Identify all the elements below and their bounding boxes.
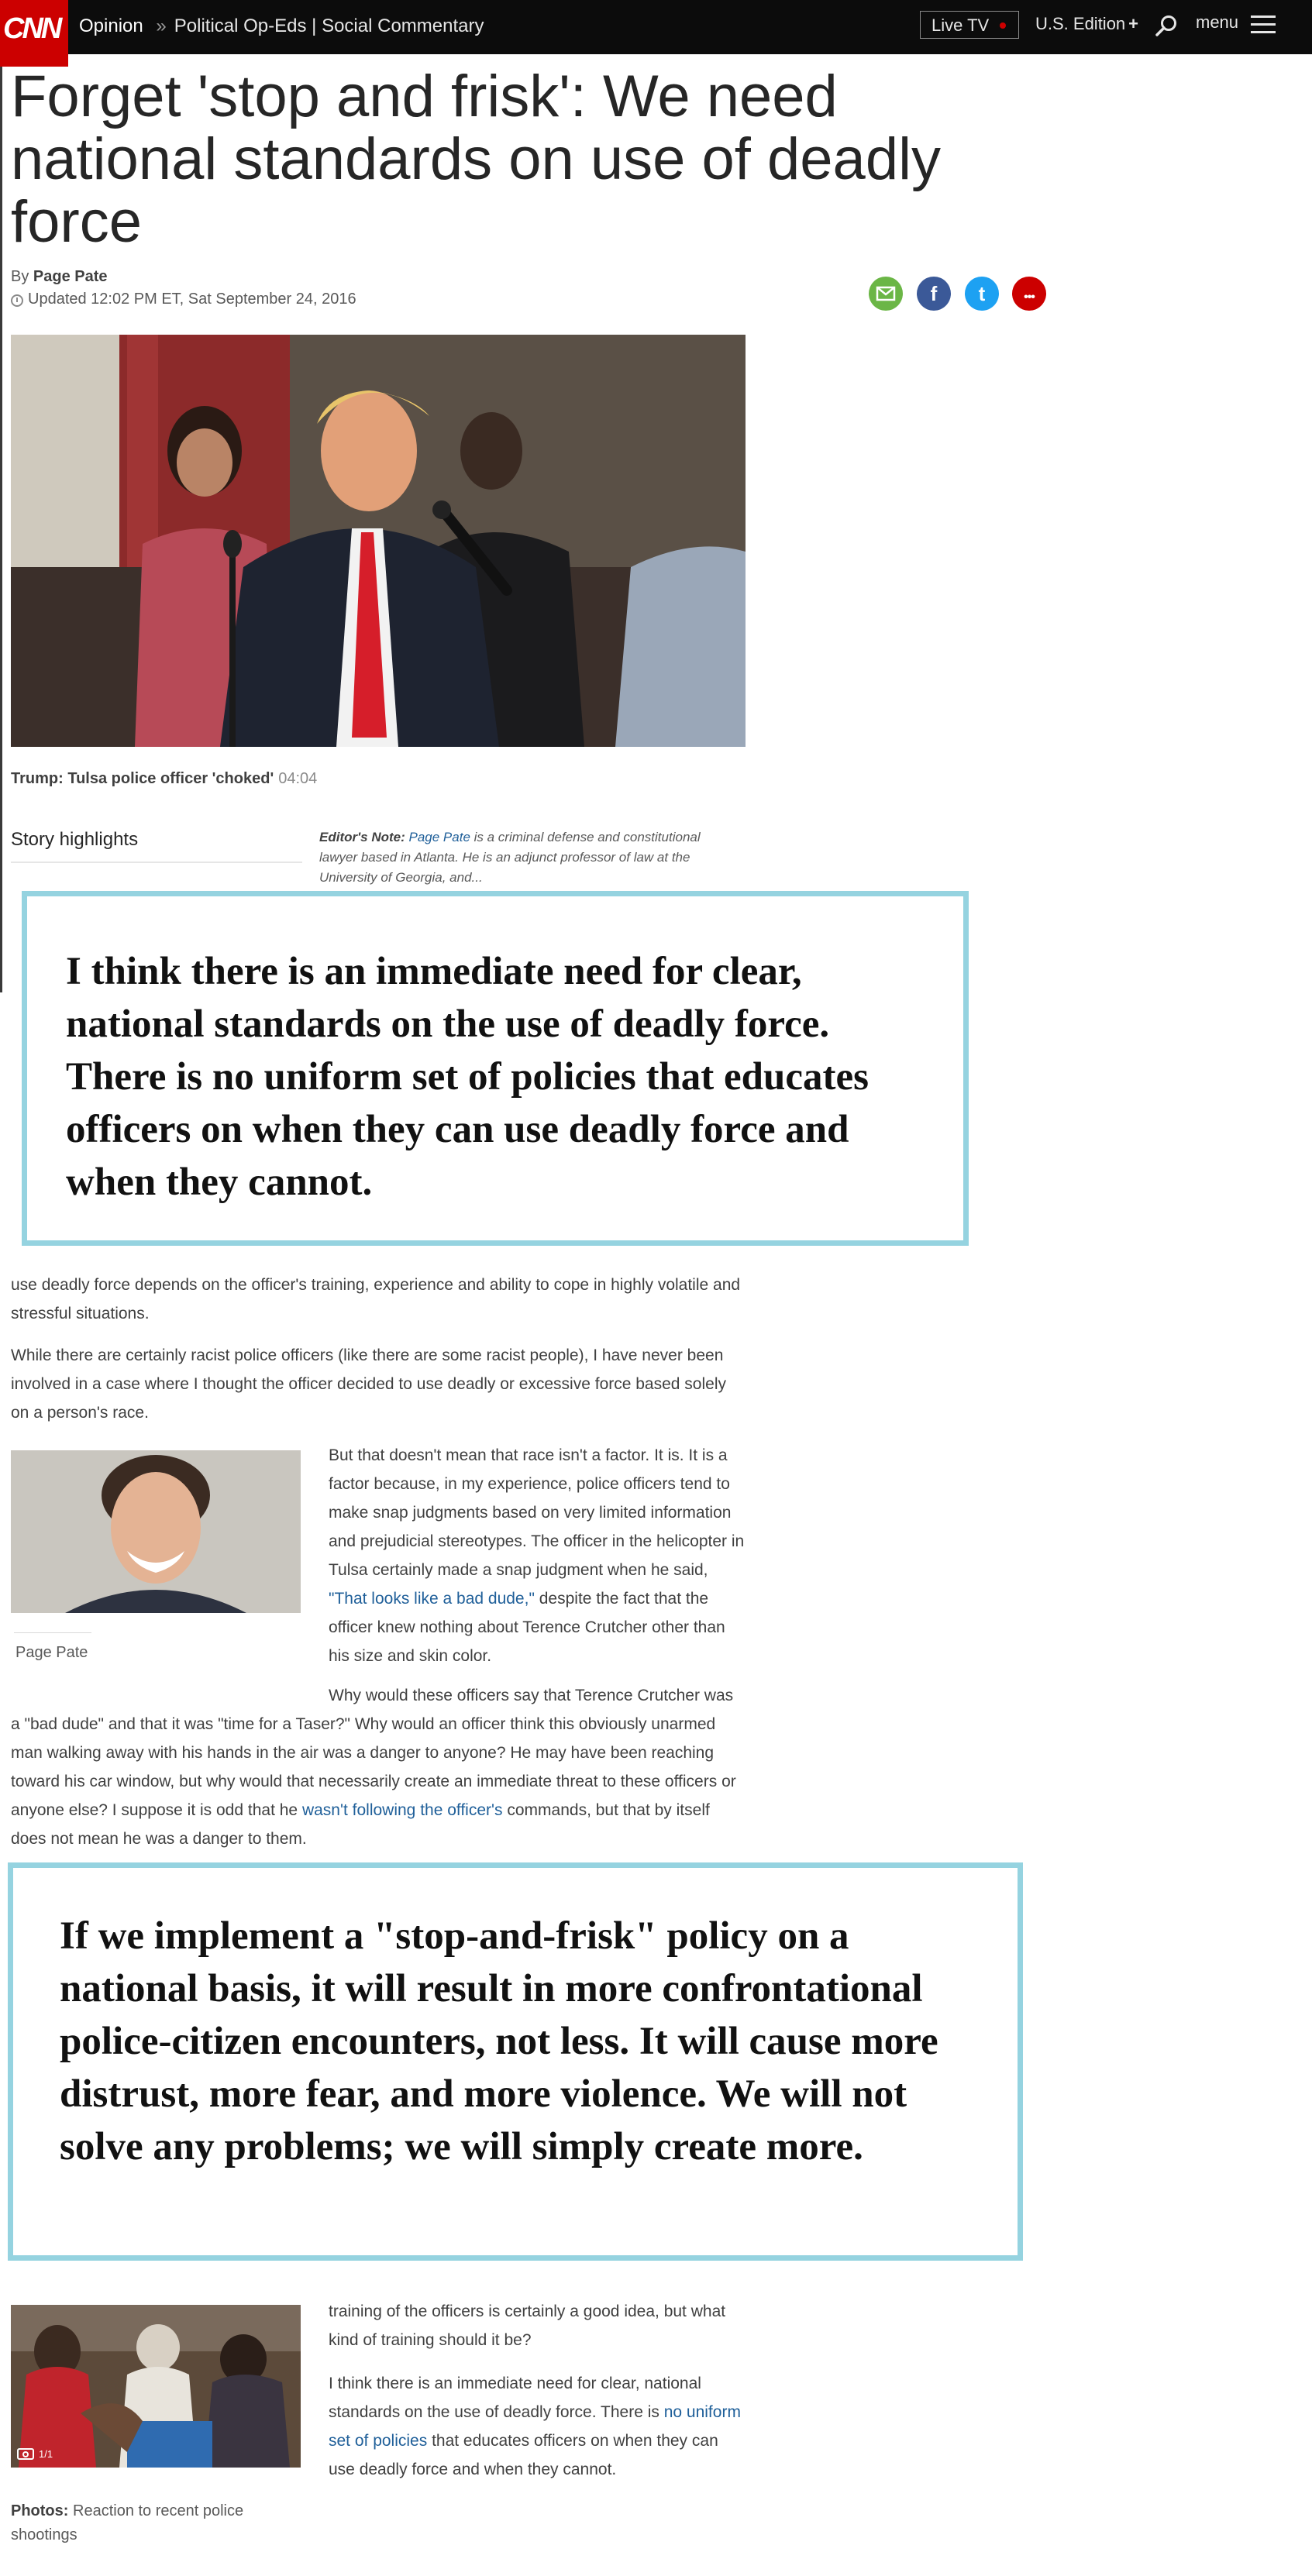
- live-tv-button[interactable]: [920, 11, 1019, 39]
- editors-note-text: is a criminal defense and constitutional lawyer based in Atlanta. He is an adjunct professor of law at the University of Georgia, and...: [319, 830, 701, 885]
- gallery-caption-text: Reaction to recent police shootings: [11, 2502, 244, 2543]
- body-text: that educates officers on when they can use deadly force and when they cannot.: [329, 2432, 718, 2478]
- video-thumbnail-image: [11, 335, 746, 747]
- cnn-logo-text: CNN: [3, 12, 60, 45]
- updated-timestamp: [11, 291, 356, 308]
- pull-quote-callout-2: [8, 1862, 1023, 2261]
- share-more-button[interactable]: [1012, 277, 1046, 311]
- live-indicator-icon: [1000, 22, 1006, 29]
- body-paragraph: [329, 2369, 746, 2516]
- highlights-divider: [11, 862, 302, 863]
- updated-text: Updated 12:02 PM ET, Sat September 24, 2016: [28, 291, 356, 308]
- byline: [11, 268, 108, 286]
- hamburger-menu-icon[interactable]: [1251, 15, 1276, 34]
- section-link-opinion[interactable]: Opinion: [79, 15, 143, 36]
- breadcrumb: [79, 15, 484, 37]
- breadcrumb-political-op-eds[interactable]: Political Op-Eds: [174, 15, 307, 36]
- body-text: commands, but that by itself does not mean he was a danger to them.: [11, 1801, 710, 1848]
- share-email-button[interactable]: [869, 277, 903, 311]
- edition-selector[interactable]: [1035, 14, 1138, 34]
- share-facebook-button[interactable]: [917, 277, 951, 311]
- body-paragraph: While there are certainly racist police officers (like there are some racist people), I have never been involved in a case where I thought the officer decided to use deadly or excessive force based solely on a person's race.: [11, 1346, 726, 1422]
- uniform-policies-link[interactable]: no uniform set of policies: [329, 2403, 741, 2450]
- body-paragraph: training of the officers is certainly a good idea, but what kind of training should it be?: [329, 2303, 726, 2349]
- search-icon[interactable]: [1155, 14, 1178, 37]
- article-title: Forget 'stop and frisk': We need national standards on use of deadly force: [11, 64, 941, 255]
- breadcrumb-divider: |: [312, 15, 317, 36]
- editors-note-label: Editor's Note:: [319, 830, 405, 844]
- edition-label: U.S. Edition: [1035, 14, 1126, 33]
- edition-plus-icon: +: [1128, 14, 1139, 33]
- pull-quote-callout-1: [22, 891, 969, 1246]
- officer-commands-link[interactable]: wasn't following the officer's: [301, 1801, 503, 1819]
- breadcrumb-separator: »: [156, 15, 167, 36]
- byline-prefix: By: [11, 268, 29, 285]
- caption-divider: [14, 1632, 91, 1633]
- video-duration: 04:04: [278, 770, 318, 787]
- body-text: But that doesn't mean that race isn't a factor. It is. It is a factor because, in my experience, police officers tend to make snap judgments based on very limited information and prejudicial stereotypes. The officer in the helicopter in Tulsa certainly made a snap judgment when he said,: [329, 1446, 745, 1579]
- author-photo[interactable]: [11, 1450, 301, 1613]
- editors-note: [319, 827, 730, 885]
- body-paragraph: use deadly force depends on the officer's training, experience and ability to cope in highly volatile and stressful situations.: [11, 1276, 741, 1322]
- photo-gallery-thumbnail[interactable]: [11, 2305, 301, 2468]
- author-link[interactable]: Page Pate: [33, 268, 108, 285]
- gallery-caption-label: Photos:: [11, 2502, 69, 2519]
- pull-quote-text-1: I think there is an immediate need for clear, national standards on the use of deadly force. There is no uniform set of policies that educates officers on when they can use deadly force and when they cannot.: [66, 950, 869, 1204]
- gallery-camera-icon: [17, 2448, 34, 2460]
- story-highlights-heading: Story highlights: [11, 829, 139, 850]
- body-text: I think there is an immediate need for clear, national standards on the use of deadly force. There is: [329, 2375, 701, 2421]
- pull-quote-text-2: If we implement a "stop-and-frisk" policy on a national basis, it will result in more confrontational police-citizen encounters, not less. It will cause more distrust, more fear, and more violence. We will not solve any problems; we will simply create more.: [60, 1914, 938, 2168]
- author-photo-caption: Page Pate: [15, 1644, 88, 1661]
- more-dots-icon: •••: [1024, 291, 1035, 304]
- gallery-caption: [11, 2499, 301, 2547]
- body-paragraph: [329, 1441, 746, 1670]
- left-border-rule: [0, 67, 2, 992]
- protest-photo-image: [11, 2305, 301, 2468]
- bad-dude-quote-link[interactable]: "That looks like a bad dude,": [329, 1590, 535, 1608]
- video-caption[interactable]: [11, 770, 317, 788]
- clock-icon: [11, 294, 23, 307]
- envelope-icon: [869, 277, 903, 311]
- body-text: Why would these officers say that Terence Crutcher was a "bad dude" and that it was "time for a Taser?" Why would an officer think this obviously unarmed man walking away with his hands in the air was a danger to anyone? He may have been reaching toward his car window, but why would that necessarily create an immediate threat to these officers or anyone else? I suppose it is odd that he: [11, 1687, 736, 1819]
- menu-button[interactable]: menu: [1196, 12, 1239, 32]
- video-player[interactable]: [11, 335, 746, 747]
- facebook-icon: f: [930, 282, 938, 305]
- twitter-icon: t: [978, 282, 986, 305]
- gallery-count: 1/1: [39, 2448, 53, 2460]
- body-text: despite the fact that the officer knew nothing about Terence Crutcher other than his size and skin color.: [329, 1590, 725, 1665]
- cnn-logo[interactable]: [0, 0, 68, 67]
- share-twitter-button[interactable]: [965, 277, 999, 311]
- breadcrumb-social-commentary[interactable]: Social Commentary: [322, 15, 484, 36]
- video-caption-text: Trump: Tulsa police officer 'choked': [11, 770, 274, 787]
- author-headshot-image: [11, 1450, 301, 1613]
- top-nav-bar: [0, 0, 1312, 54]
- live-tv-label: Live TV: [931, 15, 990, 35]
- editors-note-author-link[interactable]: Page Pate: [408, 830, 470, 844]
- body-paragraph: [11, 1681, 746, 1848]
